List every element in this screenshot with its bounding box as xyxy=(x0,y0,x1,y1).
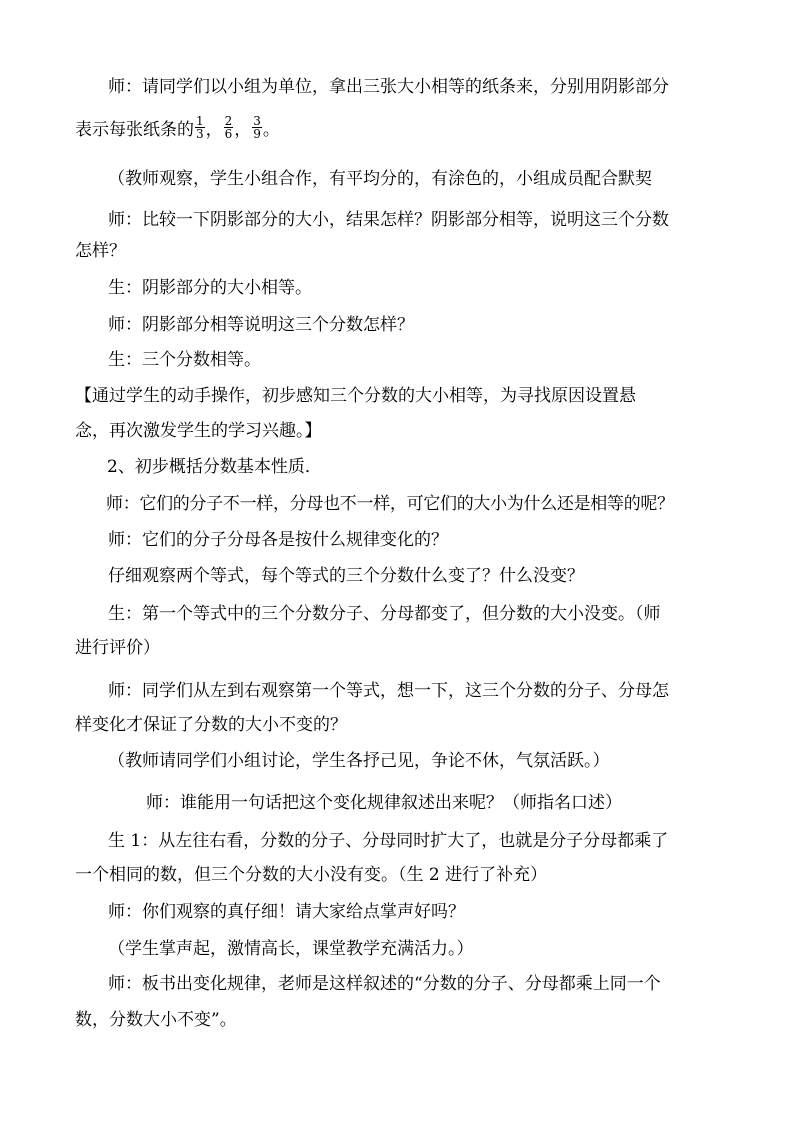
paragraph-line: 生 1：从左往右看，分数的分子、分母同时扩大了，也就是分子分母都乘了 xyxy=(108,831,669,851)
paragraph-line: 怎样？ xyxy=(75,241,126,261)
paragraph-line: 师：请同学们以小组为单位，拿出三张大小相等的纸条来，分别用阴影部分 xyxy=(108,77,669,97)
paragraph-line: 生：阴影部分的大小相等。 xyxy=(108,278,312,298)
paragraph-line: 师：板书出变化规律，老师是这样叙述的“分数的分子、分母都乘上同一个 xyxy=(108,974,661,994)
paragraph-line: 师：它们的分子不一样，分母也不一样，可它们的大小为什么还是相等的呢？ xyxy=(106,494,674,514)
separator: ， xyxy=(234,120,252,140)
paragraph-line: 师：比较一下阴影部分的大小，结果怎样？阴影部分相等，说明这三个分数 xyxy=(108,210,669,230)
paragraph-line: 生：第一个等式中的三个分数分子、分母都变了，但分数的大小没变。（师 xyxy=(108,604,661,624)
fraction-denominator: 9 xyxy=(253,127,261,141)
paragraph-line: 样变化才保证了分数的大小不变的？ xyxy=(75,715,347,735)
fraction-one-third xyxy=(195,115,205,140)
paragraph-line: 师：它们的分子分母各是按什么规律变化的？ xyxy=(108,530,448,550)
fraction-denominator: 6 xyxy=(224,127,233,141)
separator: ， xyxy=(205,120,223,140)
paragraph-line: （教师请同学们小组讨论，学生各抒己见，争论不休，气氛活跃。） xyxy=(108,751,610,771)
fraction-numerator: 1 xyxy=(196,114,204,128)
paragraph-line: 生：三个分数相等。 xyxy=(108,350,261,370)
fraction-denominator: 3 xyxy=(196,127,204,141)
fraction-numerator: 3 xyxy=(253,114,261,128)
paragraph-line: （教师观察，学生小组合作，有平均分的，有涂色的，小组成员配合默契 xyxy=(108,169,652,189)
separator: 。 xyxy=(262,120,280,140)
paragraph-line: 一个相同的数，但三个分数的大小没有变。（生 2 进行了补充） xyxy=(75,865,548,885)
paragraph-line: 【通过学生的动手操作，初步感知三个分数的大小相等，为寻找原因设置悬 xyxy=(75,386,636,406)
section-heading: 2、初步概括分数基本性质． xyxy=(107,457,322,477)
paragraph-line: 师：你们观察的真仔细！请大家给点掌声好吗？ xyxy=(108,902,465,922)
paragraph-line: 数，分数大小不变”。 xyxy=(75,1010,237,1030)
fraction-numerator: 2 xyxy=(224,114,233,128)
paragraph-line: 师：同学们从左到右观察第一个等式，想一下，这三个分数的分子、分母怎 xyxy=(108,681,669,701)
paragraph-line: 师：阴影部分相等说明这三个分数怎样？ xyxy=(108,315,414,335)
paragraph-line: 师：谁能用一句话把这个变化规律叙述出来呢？（师指名口述） xyxy=(146,793,622,813)
fraction-two-sixths xyxy=(224,115,234,140)
paragraph-line: （学生掌声起，激情高长，课堂教学充满活力。） xyxy=(108,939,474,959)
line-text: 表示每张纸条的 xyxy=(75,120,194,140)
paragraph-line: 进行评价） xyxy=(75,638,160,658)
paragraph-line: 仔细观察两个等式，每个等式的三个分数什么变了？什么没变？ xyxy=(108,566,584,586)
fraction-three-ninths xyxy=(252,115,262,140)
paragraph-line: 念，再次激发学生的学习兴趣。】 xyxy=(75,421,322,441)
paragraph-line-with-fractions xyxy=(75,114,280,143)
